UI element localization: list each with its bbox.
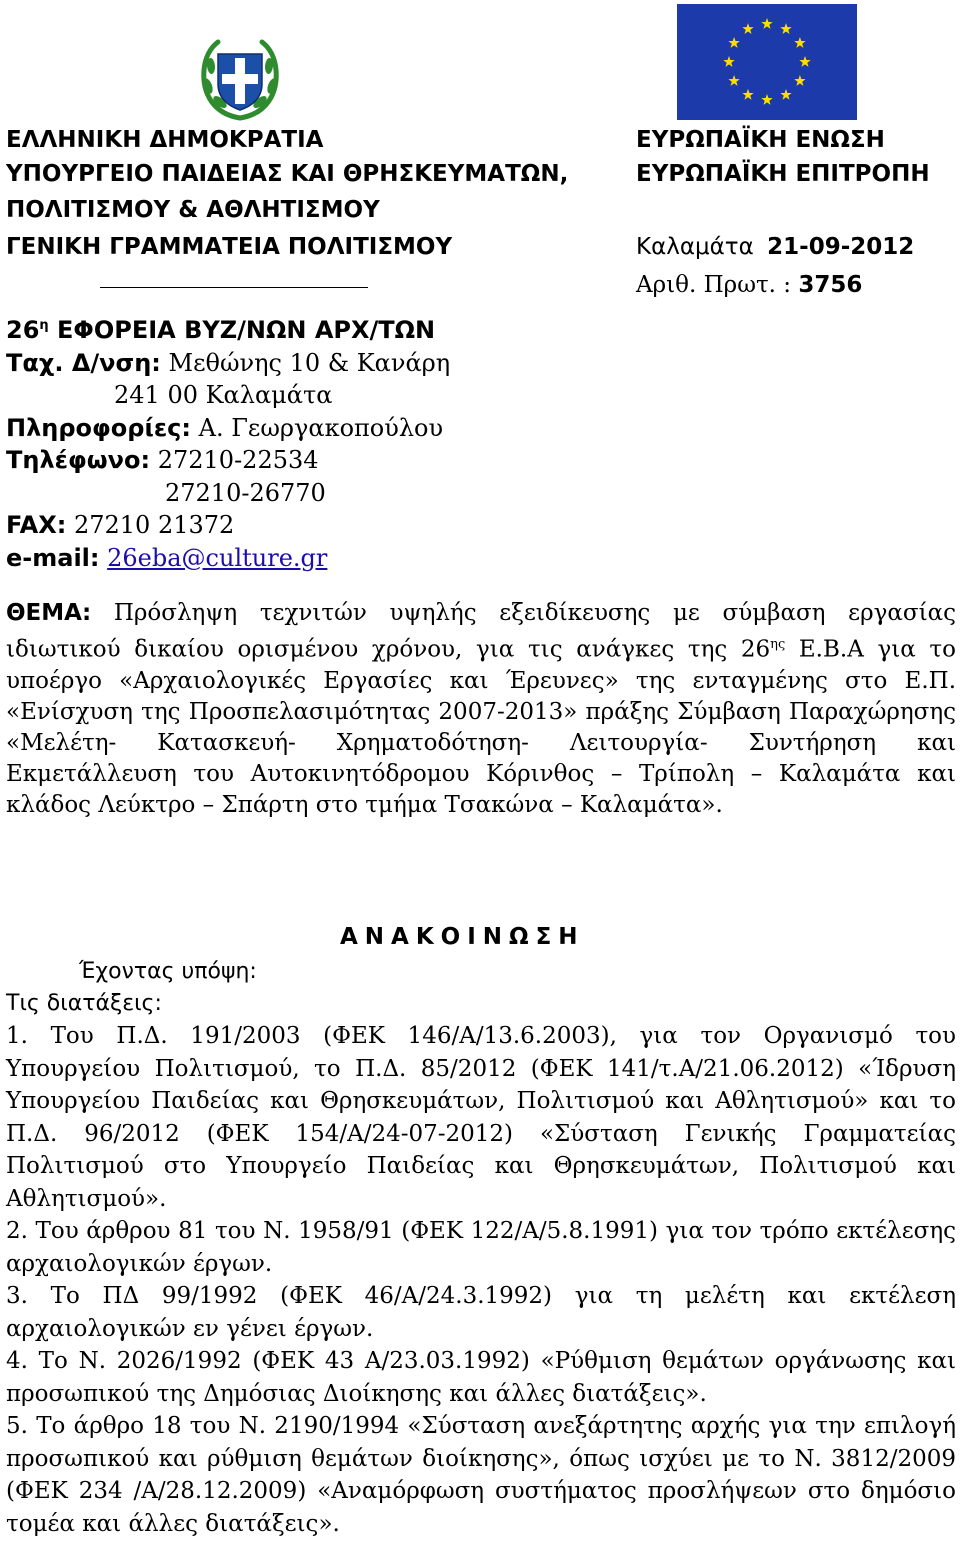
info-value: Α. Γεωργακοπούλου [198, 413, 444, 442]
header-line: ΓΕΝΙΚΗ ΓΡΑΜΜΑΤΕΙΑ ΠΟΛΙΤΙΣΜΟΥ [6, 234, 453, 260]
phone-value-2: 27210-26770 [165, 478, 326, 507]
sender-block [6, 310, 450, 574]
ministry-header [6, 124, 568, 267]
protocol-line [636, 267, 930, 303]
email-link[interactable]: 26eba@culture.gr [107, 543, 328, 572]
eu-header [636, 124, 930, 303]
provision-item: 3. Το ΠΔ 99/1992 (ΦΕΚ 46/Α/24.3.1992) για τη μελέτη και εκτέλεση αρχαιολογικών εν γένει έργων. [6, 1283, 956, 1342]
ephoreia-number: 26 [6, 316, 40, 344]
header-divider [100, 287, 368, 288]
subject-text-2: Ε.Β.Α για το υποέργο «Αρχαιολογικές Εργασίες και Έρευνες» της ενταγμένης στο Ε.Π. «Ενίσχυση της Προσπελασιμότητας 2007-2013» πράξης Σύμβαση Παραχώρησης «Μελέτη- Κατασκευή- Χρηματοδότηση- Λειτουργία- Συντήρηση και Εκμετάλλευση του Αυτοκινητόδρομου Κόρινθος – Τρίπολη – Καλαμάτα και κλάδος Λεύκτρο – Σπάρτη στο τμήμα Τσακώνα – Καλαμάτα». [6, 636, 956, 818]
subject-block [6, 598, 956, 821]
email-line [6, 542, 450, 575]
phone-label: Τηλέφωνο: [6, 446, 151, 474]
eu-union-label: ΕΥΡΩΠΑΪΚΗ ΕΝΩΣΗ [636, 127, 885, 153]
ephoreia-title [6, 310, 450, 347]
subject-sup: ης [770, 637, 786, 652]
header-line: ΥΠΟΥΡΓΕΙΟ ΠΑΙΔΕΙΑΣ ΚΑΙ ΘΡΗΣΚΕΥΜΑΤΩΝ, [6, 161, 569, 187]
info-line [6, 412, 450, 445]
provision-item: 2. Του άρθρου 81 του Ν. 1958/91 (ΦΕΚ 122/Α/5.8.1991) για τον τρόπο εκτέλεσης αρχαιολογικών έργων. [6, 1218, 956, 1277]
fax-label: FAX: [6, 511, 67, 539]
fax-value: 27210 21372 [73, 511, 235, 539]
header-line: ΕΛΛΗΝΙΚΗ ΔΗΜΟΚΡΑΤΙΑ [6, 127, 324, 153]
date-line [636, 227, 930, 267]
phone-line-2 [6, 477, 450, 510]
city-value: 241 00 Καλαμάτα [114, 381, 333, 409]
address-line [6, 347, 450, 380]
place-name: Καλαμάτα [636, 234, 754, 260]
provision-item: 1. Του Π.Δ. 191/2003 (ΦΕΚ 146/Α/13.6.2003), για τον Οργανισμό του Υπουργείου Πολιτισμού, το Π.Δ. 85/2012 (ΦΕΚ 141/τ.Α/21.06.2012) «Ίδρυση Υπουργείου Παιδείας και Θρησκευμάτων, Πολιτισμού και Αθλητισμού» και το Π.Δ. 96/2012 (ΦΕΚ 154/Α/24-07-2012) «Σύσταση Γενικής Γραμματείας Πολιτισμού στο Υπουργείο Παιδείας και Θρησκευμάτων, Πολιτισμού και Αθλητισμού». [6, 1023, 956, 1212]
announcement-title: ΑΝΑΚΟΙΝΩΣΗ [340, 924, 585, 950]
eu-flag-icon [677, 4, 857, 120]
header-line: ΠΟΛΙΤΙΣΜΟΥ & ΑΘΛΗΤΙΣΜΟΥ [6, 197, 380, 223]
greek-emblem-icon [196, 36, 284, 124]
ephoreia-name: ΕΦΟΡΕΙΑ ΒΥΖ/ΝΩΝ ΑΡΧ/ΤΩΝ [57, 316, 436, 344]
provision-item: 5. Το άρθρο 18 του Ν. 2190/1994 «Σύσταση ανεξάρτητης αρχής για την επιλογή προσωπικού και ρύθμιση θεμάτων διοίκησης», όπως ισχύει με το Ν. 3812/2009 (ΦΕΚ 234 /Α/28.12.2009) «Αναμόρφωση συστήματος προσλήψεων στο δημόσιο τομέα και άλλες διατάξεις». [6, 1413, 956, 1537]
address-label: Ταχ. Δ/νση: [6, 348, 161, 377]
subject-label: ΘΕΜΑ: [6, 600, 92, 626]
fax-line [6, 509, 450, 542]
phone-value: 27210-22534 [157, 446, 319, 474]
ephoreia-sup: η [39, 318, 49, 333]
phone-line [6, 444, 450, 477]
info-label: Πληροφορίες: [6, 413, 192, 442]
provisions-line: Τις διατάξεις: [6, 991, 162, 1016]
document-date: 21-09-2012 [767, 234, 915, 260]
city-line [6, 379, 450, 412]
protocol-number: 3756 [798, 272, 863, 298]
subject-paragraph [6, 598, 956, 821]
protocol-label: Αριθ. Πρωτ. : [636, 272, 792, 298]
address-value: Μεθώνης 10 & Κανάρη [168, 348, 451, 377]
announcement-body [6, 956, 956, 1540]
email-label: e-mail: [6, 543, 100, 572]
provision-item: 4. Το Ν. 2026/1992 (ΦΕΚ 43 Α/23.03.1992) «Ρύθμιση θεμάτων οργάνωσης και προσωπικού της Δημόσιας Διοίκησης και άλλες διατάξεις». [6, 1348, 956, 1407]
subject-text-1: Πρόσληψη τεχνιτών υψηλής εξειδίκευσης με σύμβαση εργασίας ιδιωτικού δικαίου ορισμένου χρόνου, για τις ανάγκες της 26 [6, 600, 956, 663]
eu-commission-label: ΕΥΡΩΠΑΪΚΗ ΕΠΙΤΡΟΠΗ [636, 161, 930, 187]
considering-line: Έχοντας υπόψη: [79, 959, 257, 984]
